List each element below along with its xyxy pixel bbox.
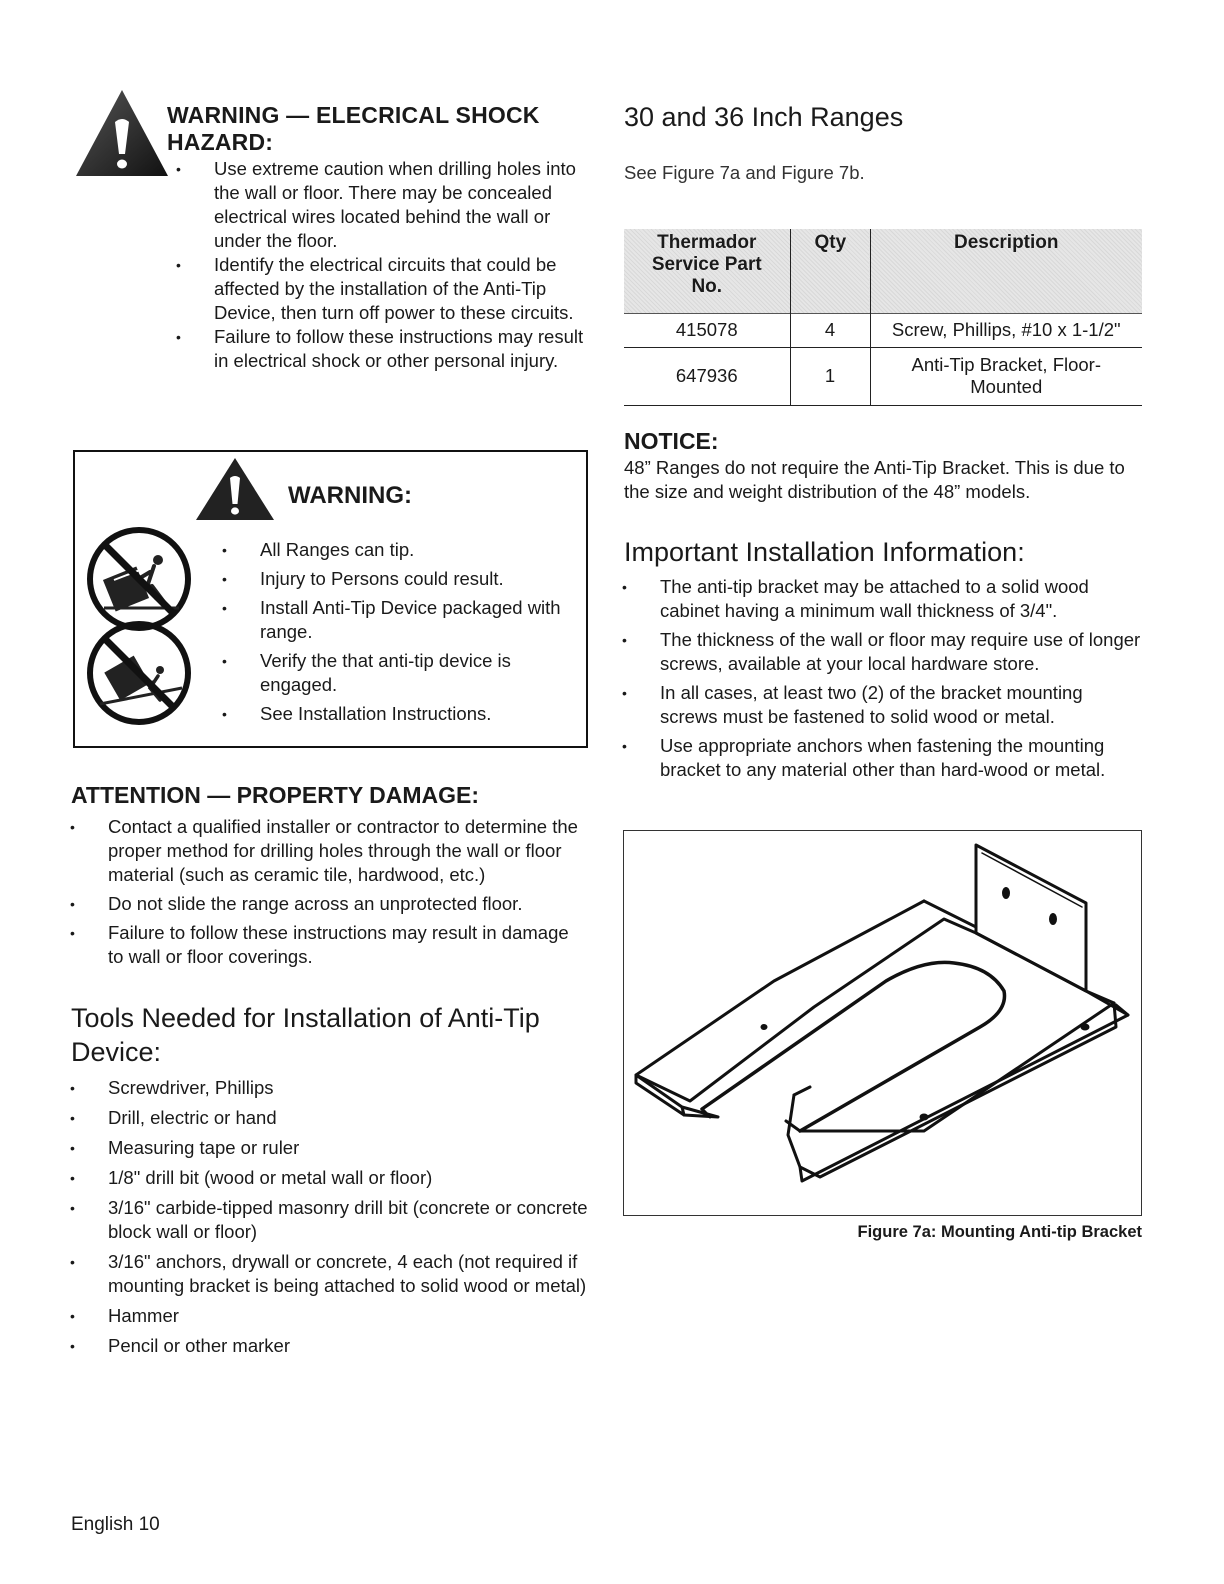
tip-warning-title: WARNING: — [288, 482, 412, 509]
tools-title: Tools Needed for Installation of Anti-Tip Device: — [71, 1003, 540, 1067]
table-cell-part: 647936 — [624, 347, 790, 405]
tip-warning-box — [73, 450, 588, 748]
table-cell-qty: 1 — [790, 347, 870, 405]
tip-warning-item: • Verify the that anti-tip device is engaged. — [260, 649, 570, 697]
table-row — [624, 313, 1142, 347]
tools-item: • Hammer — [108, 1304, 588, 1328]
figure-caption: Figure 7a: Mounting Anti-tip Bracket — [857, 1223, 1142, 1241]
tools-item: • Screwdriver, Phillips — [108, 1076, 588, 1100]
shock-warning-icon — [74, 86, 170, 178]
table-cell-description: Anti-Tip Bracket, Floor-Mounted — [870, 347, 1142, 405]
parts-table — [624, 229, 1142, 406]
tip-warning-list — [260, 538, 570, 726]
tools-item: • Measuring tape or ruler — [108, 1136, 588, 1160]
tip-warning-item: • All Ranges can tip. — [260, 538, 570, 562]
notice-title: NOTICE: — [624, 428, 719, 454]
parts-table-wrap — [624, 229, 1142, 406]
table-header-part: Thermador Service Part No. — [624, 229, 790, 313]
tip-warning-item: • See Installation Instructions. — [260, 702, 570, 726]
attention-list — [108, 815, 588, 969]
table-cell-qty: 4 — [790, 313, 870, 347]
table-cell-description: Screw, Phillips, #10 x 1-1/2" — [870, 313, 1142, 347]
tip-warning-item: • Install Anti-Tip Device packaged with range. — [260, 596, 570, 644]
important-item: • The anti-tip bracket may be attached to a solid wood cabinet having a minimum wall thickness of 3/4". — [660, 575, 1142, 623]
tip-warning-item: • Injury to Persons could result. — [260, 567, 570, 591]
notice-text: 48” Ranges do not require the Anti-Tip Bracket. This is due to the size and weight distribution of the 48” models. — [624, 457, 1125, 502]
tools-item: • 3/16" carbide-tipped masonry drill bit (concrete or concrete block wall or floor) — [108, 1196, 588, 1244]
tools-item: • 1/8" drill bit (wood or metal wall or floor) — [108, 1166, 588, 1190]
shock-warning-title-line1: WARNING — ELECRICAL SHOCK — [167, 102, 540, 128]
tip-warning-icon — [194, 456, 276, 522]
table-row — [624, 347, 1142, 405]
shock-warning-list — [214, 157, 586, 373]
important-title: Important Installation Information: — [624, 537, 1025, 567]
attention-title: ATTENTION — PROPERTY DAMAGE: — [71, 782, 480, 808]
tools-list — [108, 1076, 588, 1358]
important-item: • In all cases, at least two (2) of the bracket mounting screws must be fastened to solid wood or metal. — [660, 681, 1142, 729]
page-number: English 10 — [71, 1514, 160, 1535]
shock-warning-item: • Failure to follow these instructions may result in electrical shock or other personal injury. — [214, 325, 586, 373]
tools-item: • Pencil or other marker — [108, 1334, 588, 1358]
table-cell-part: 415078 — [624, 313, 790, 347]
attention-item: • Failure to follow these instructions may result in damage to wall or floor coverings. — [108, 921, 588, 969]
table-header-description: Description — [870, 229, 1142, 313]
important-item: • Use appropriate anchors when fastening the mounting bracket to any material other than hard-wood or metal. — [660, 734, 1142, 782]
tools-item: • 3/16" anchors, drywall or concrete, 4 each (not required if mounting bracket is being attached to solid wood or metal) — [108, 1250, 588, 1298]
table-header-qty: Qty — [790, 229, 870, 313]
range-sliding-prohibited-icon — [84, 618, 194, 728]
anti-tip-bracket-illustration — [624, 831, 1140, 1214]
attention-item: • Do not slide the range across an unprotected floor. — [108, 892, 588, 916]
important-list — [660, 575, 1142, 782]
attention-item: • Contact a qualified installer or contractor to determine the proper method for drilling holes through the wall or floor material (such as ceramic tile, hardwood, etc.) — [108, 815, 588, 887]
shock-warning-title — [167, 102, 587, 156]
ranges-intro: See Figure 7a and Figure 7b. — [624, 162, 865, 183]
tools-item: • Drill, electric or hand — [108, 1106, 588, 1130]
ranges-title: 30 and 36 Inch Ranges — [624, 102, 904, 132]
shock-warning-title-line2: HAZARD: — [167, 129, 274, 155]
shock-warning-item: • Use extreme caution when drilling holes into the wall or floor. There may be concealed electrical wires located behind the wall or under the floor. — [214, 157, 586, 253]
figure-box — [623, 830, 1142, 1216]
important-item: • The thickness of the wall or floor may require use of longer screws, available at your local hardware store. — [660, 628, 1142, 676]
shock-warning-item: • Identify the electrical circuits that could be affected by the installation of the Anti-Tip Device, then turn off power to these circuits. — [214, 253, 586, 325]
